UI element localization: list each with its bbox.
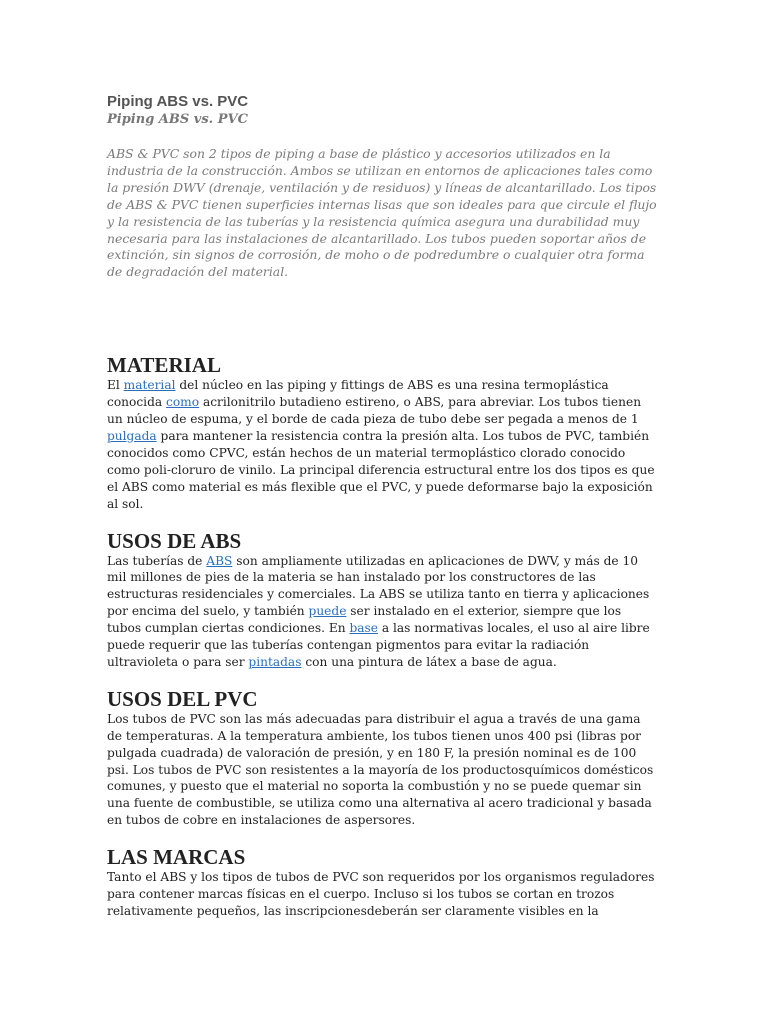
body-text: con una pintura de látex a base de agua. <box>301 654 557 669</box>
document-page <box>107 93 659 920</box>
section-usos-del-pvc <box>107 687 659 829</box>
section-body-usos-de-abs <box>107 553 659 671</box>
link-abs[interactable]: ABS <box>206 553 233 568</box>
link-como[interactable]: como <box>166 395 200 410</box>
section-material <box>107 353 659 512</box>
link-puede[interactable]: puede <box>308 604 347 619</box>
section-heading-material: MATERIAL <box>107 353 221 378</box>
body-text: ser instalado en el exterior, siempre que los tubos cumplan ciertas condiciones. En <box>107 604 622 636</box>
body-text: a las normativas locales, el uso al aire libre puede requerir que las tuberías contengan pigmentos para evitar la radiación ultravioleta o para ser <box>107 621 650 669</box>
section-heading-las-marcas: LAS MARCAS <box>107 845 246 870</box>
section-body-material <box>107 377 659 512</box>
section-heading-usos-de-abs: USOS DE ABS <box>107 528 242 553</box>
intro-paragraph: ABS & PVC son 2 tipos de piping a base de plástico y accesorios utilizados en la industria de la construcción. Ambos se utilizan en entornos de aplicaciones tales como la presión DWV (drenaje, ventilación y de residuos) y líneas de alcantarillado. Los tipos de ABS & PVC tienen superficies internas lisas que son ideales para que circule el flujo y la resistencia de las tuberías y la resistencia química asegura una durabilidad muy necesaria para las instalaciones de alcantarillado. Los tubos pueden soportar años de extinción, sin signos de corrosión, de moho o de podredumbre o cualquier otra forma de degradación del material. <box>107 146 657 280</box>
section-heading-usos-del-pvc: USOS DEL PVC <box>107 686 258 711</box>
link-pulgada[interactable]: pulgada <box>107 428 157 443</box>
body-text: El <box>107 378 124 393</box>
body-text: Las tuberías de <box>107 553 207 568</box>
document-title: Piping ABS vs. PVC <box>107 93 249 110</box>
body-text: del núcleo en las piping y fittings de ABS es una resina termoplástica conocida <box>107 378 609 410</box>
body-text: son ampliamente utilizadas en aplicaciones de DWV, y más de 10 mil millones de pies de la materia se han instalado por los constructores de las estructuras residenciales y comerciales. La ABS se utiliza tanto en tierra y aplicaciones por encima del suelo, y también <box>107 553 650 619</box>
body-text: acrilonitrilo butadieno estireno, o ABS, para abreviar. Los tubos tienen un núcleo de espuma, y el borde de cada pieza de tubo debe ser pegada a menos de 1 <box>107 395 642 427</box>
section-las-marcas <box>107 845 659 920</box>
link-pintadas[interactable]: pintadas <box>248 654 302 669</box>
link-material[interactable]: material <box>123 378 176 393</box>
body-text: para mantener la resistencia contra la presión alta. Los tubos de PVC, también conocidos como CPVC, están hechos de un material termoplástico clorado conocido como poli-cloruro de vinilo. La principal diferencia estructural entre los dos tipos es que el ABS como material es más flexible que el PVC, y puede deformarse bajo la exposición al sol. <box>107 428 655 511</box>
section-body-las-marcas: Tanto el ABS y los tipos de tubos de PVC son requeridos por los organismos reguladores para contener marcas físicas en el cuerpo. Incluso si los tubos se cortan en trozos relativamente pequeños, las inscripcionesdeberán ser claramente visibles en la <box>107 870 655 918</box>
section-usos-de-abs <box>107 529 659 671</box>
document-subtitle: Piping ABS vs. PVC <box>107 112 248 127</box>
section-body-usos-del-pvc: Los tubos de PVC son las más adecuadas para distribuir el agua a través de una gama de temperaturas. A la temperatura ambiente, los tubos tienen unos 400 psi (libras por pulgada cuadrada) de valoración de presión, y en 180 F, la presión nominal es de 100 psi. Los tubos de PVC son resistentes a la mayoría de los productosquímicos domésticos comunes, y puesto que el material no soporta la combustión y no se puede quemar sin una fuente de combustible, se utiliza como una alternativa al acero tradicional y basada en tubos de cobre en instalaciones de aspersores. <box>107 711 654 828</box>
link-base[interactable]: base <box>349 621 378 636</box>
